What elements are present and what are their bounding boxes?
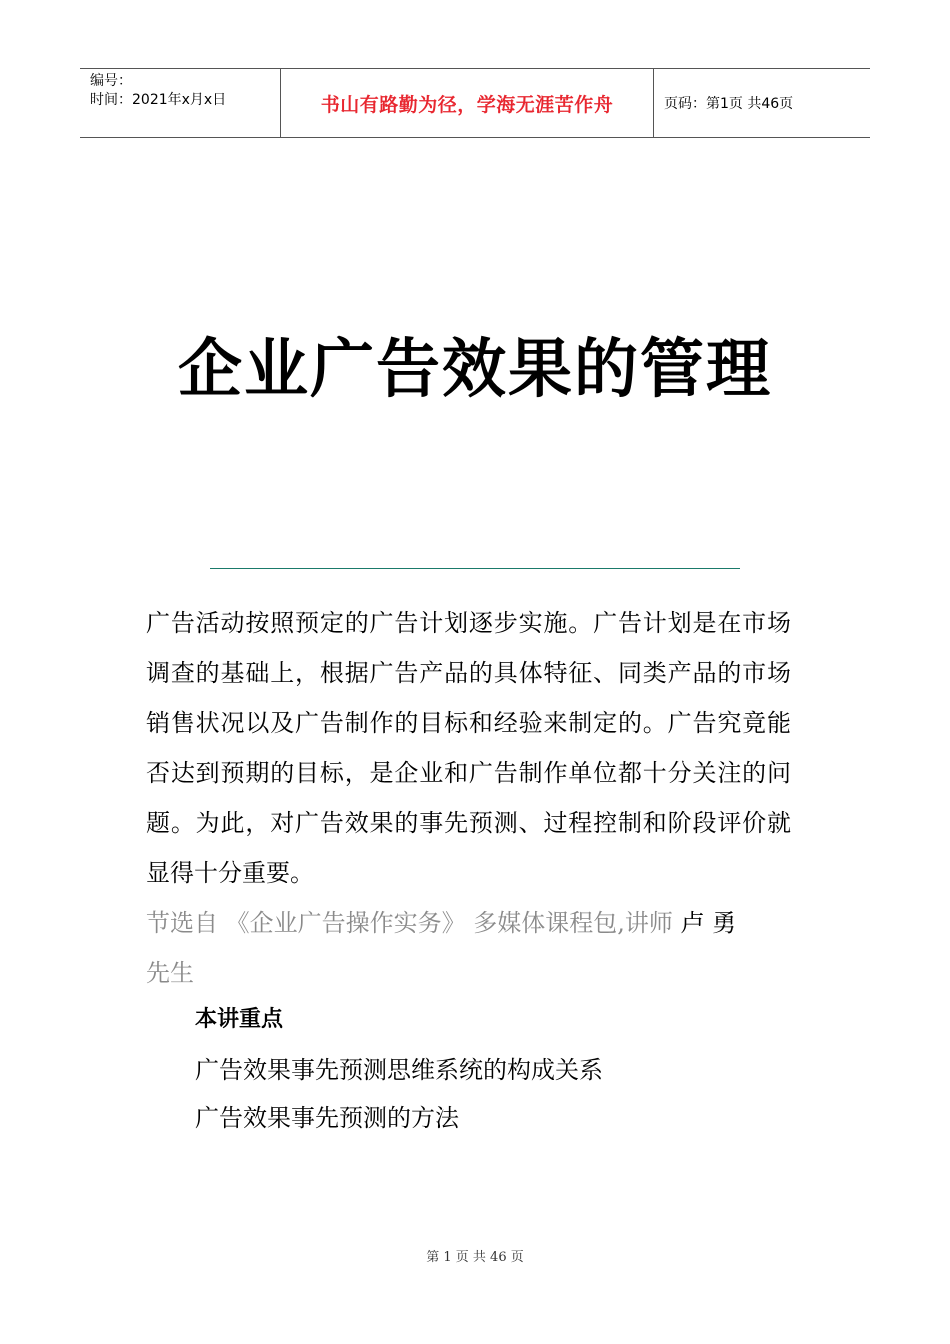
date-label: 时间：2021年x月x日	[90, 92, 227, 108]
page-label: 页码：第1页 共46页	[664, 96, 794, 112]
header-meta-cell	[80, 69, 281, 137]
page-footer: 第 1 页 共 46 页	[426, 1250, 524, 1265]
source-author: 卢 勇	[680, 909, 737, 937]
header-table	[80, 68, 870, 138]
number-label: 编号：	[90, 73, 132, 89]
document-title: 企业广告效果的管理	[178, 332, 772, 407]
focus-heading: 本讲重点	[195, 1007, 284, 1032]
source-prefix: 节选自 《企业广告操作实务》 多媒体课程包,讲师	[146, 909, 673, 937]
source-suffix: 先生	[146, 959, 194, 987]
intro-paragraph: 广告活动按照预定的广告计划逐步实施。广告计划是在市场调查的基础上，根据广告产品的具体特征、同类产品的市场销售状况以及广告制作的目标和经验来制定的。广告究竟能否达到预期的目标，是企业和广告制作单位都十分关注的问题。为此，对广告效果的事先预测、过程控制和阶段评价就显得十分重要。	[146, 609, 791, 887]
focus-item: 广告效果事先预测思维系统的构成关系	[195, 1056, 603, 1084]
motto-text: 书山有路勤为径，学海无涯苦作舟	[320, 93, 614, 116]
focus-item: 广告效果事先预测的方法	[195, 1104, 459, 1132]
header-motto-cell	[281, 69, 654, 137]
header-page-cell	[654, 69, 870, 137]
source-note	[146, 898, 791, 998]
title-divider	[210, 568, 740, 569]
